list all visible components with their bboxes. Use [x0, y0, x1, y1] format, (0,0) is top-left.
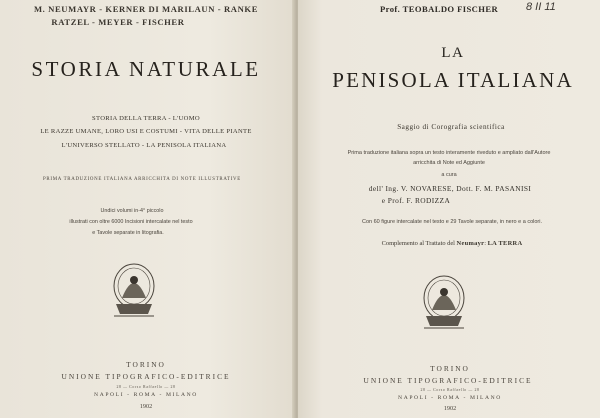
authors-line-2: RATZEL - MEYER - FISCHER [51, 17, 185, 27]
title-article: LA [441, 45, 465, 61]
imprint-publisher: UNIONE TIPOGRAFICO-EDITRICE [363, 376, 533, 385]
contents-line-2: LE RAZZE UMANE, LORO USI E COSTUMI - VITA DELLE PIANTE [40, 128, 252, 135]
description-line-1: Prima traduzione italiana sopra un testo interamente riveduto e ampliato dall'Autore [347, 150, 551, 156]
subtitle: Saggio di Corografia scientifica [397, 123, 505, 131]
editors-line-1: dell' Ing. V. NOVARESE, Dott. F. M. PASANISI [368, 184, 532, 193]
volume-note-1: Undici volumi in-4° piccolo [100, 208, 164, 214]
page-title: PENISOLA ITALIANA [332, 68, 574, 92]
figures-note: Con 60 figure intercalate nel testo e 29 Tavole separate, in nero e a colori. [362, 219, 542, 225]
page-title: STORIA NATURALE [31, 57, 261, 81]
editors-prefix: a cura [441, 172, 457, 178]
complement-prefix: Complemento al Trattato del [381, 240, 455, 247]
imprint-address: 28 — Corso Raffaello — 28 [420, 388, 480, 392]
complement-work: LA TERRA [487, 240, 523, 247]
complement-author: Neumayr [456, 240, 485, 247]
imprint-year: 1902 [443, 405, 457, 412]
description-line-2: arricchita di Note ed Aggiunte [413, 160, 485, 166]
volume-note-2: illustrati con oltre 6000 Incisioni intercalate nel testo [69, 219, 193, 225]
authors-line-1: M. NEUMAYR - KERNER DI MARILAUN - RANKE [33, 4, 259, 14]
author-line: Prof. TEOBALDO FISCHER [380, 4, 499, 14]
left-page [0, 0, 296, 418]
editors-line-2: e Prof. F. RODIZZA [381, 196, 451, 205]
right-page [298, 0, 600, 418]
publisher-emblem-icon [420, 272, 468, 334]
translation-note: PRIMA TRADUZIONE ITALIANA ARRICCHITA DI NOTE ILLUSTRATIVE [43, 177, 241, 182]
volume-note-3: e Tavole separate in litografia. [92, 230, 164, 236]
publisher-emblem-icon [110, 260, 158, 322]
imprint-address: 28 — Corso Raffaello — 28 [116, 385, 176, 389]
imprint-year: 1902 [139, 403, 153, 410]
imprint-branches: NAPOLI - ROMA - MILANO [94, 392, 198, 398]
contents-line-3: L'UNIVERSO STELLATO - LA PENISOLA ITALIANA [61, 142, 227, 149]
complement-note: Complemento al Trattato del Neumayr: LA TERRA [381, 240, 523, 247]
contents-line-1: STORIA DELLA TERRA - L'UOMO [92, 115, 200, 122]
imprint-branches: NAPOLI - ROMA - MILANO [398, 395, 502, 401]
imprint-publisher: UNIONE TIPOGRAFICO-EDITRICE [61, 372, 231, 381]
shelfmark: 8 II 11 [526, 1, 556, 13]
imprint-city: TORINO [126, 360, 166, 369]
imprint-city: TORINO [430, 364, 470, 373]
